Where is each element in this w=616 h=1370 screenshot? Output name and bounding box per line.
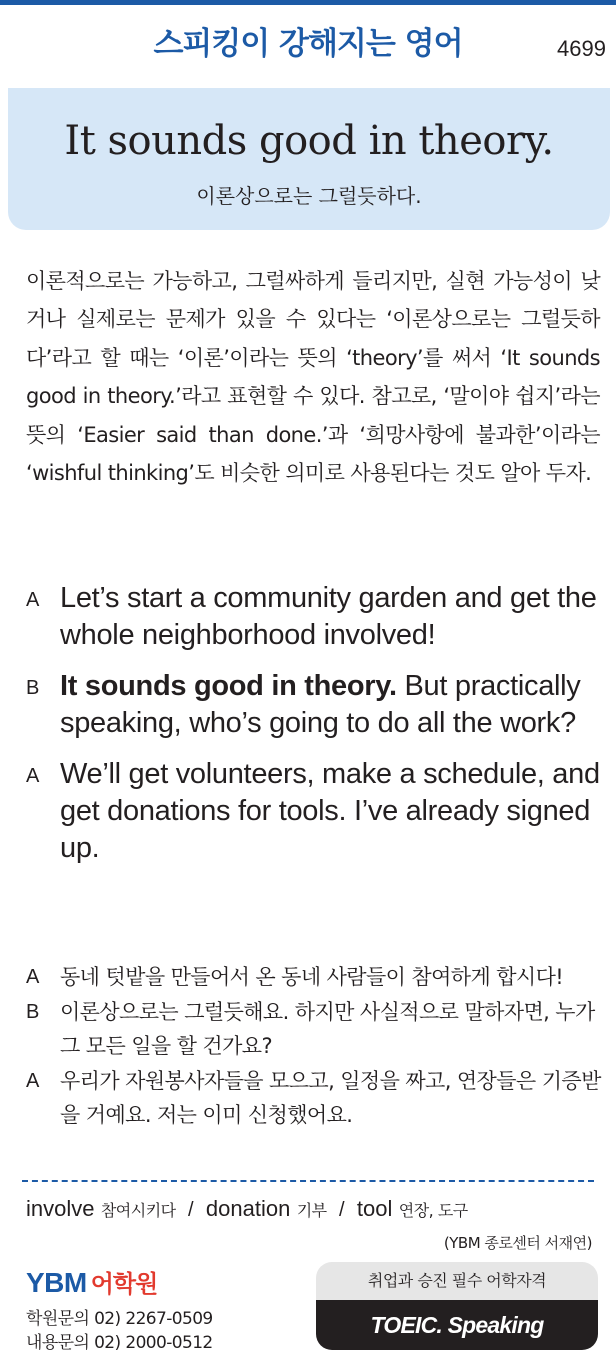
toeic-badge (316, 1262, 598, 1350)
dialogue-korean (26, 960, 606, 1133)
contact-content: 내용문의 02) 2000-0512 (26, 1333, 213, 1353)
dialogue-line (26, 668, 606, 742)
brand-logo-ko: 어학원 (90, 1270, 158, 1298)
badge-tagline: 취업과 승진 필수 어학자격 (316, 1262, 598, 1300)
header (0, 0, 616, 78)
speaker-label: B (26, 1000, 39, 1023)
speaker-label: A (26, 765, 40, 787)
speaker-label: A (26, 589, 40, 611)
dialogue-text: But practically speaking, who’s going to do all the work? (60, 670, 581, 739)
dialogue-text: We’ll get volunteers, make a schedule, and get donations for tools. I’ve already signed up. (60, 758, 600, 864)
dashed-divider (22, 1180, 594, 1182)
vocabulary-list (26, 1194, 606, 1226)
vocab-separator: / (338, 1199, 345, 1221)
explanation-paragraph: 이론적으로는 가능하고, 그럴싸하게 들리지만, 실현 가능성이 낮거나 실제로는 문제가 있을 수 있다는 ‘이론상으로는 그럴듯하다’라고 할 때는 ‘이론’이라는 뜻의 ‘theory’를 써서 ‘It sounds good in theory.’라고 표현할 수 있다. 참고로, ‘말이야 쉽지’라는 뜻의 ‘Easier said than done.’과 ‘희망사항에 불과한’이라는 ‘wishful thinking’도 비슷한 의미로 사용된다는 것도 알아 두자. (26, 269, 600, 486)
vocab-word: donation (205, 1196, 291, 1221)
translation-line (26, 995, 606, 1064)
translation-line (26, 960, 606, 995)
vocab-word: involve (26, 1196, 95, 1221)
top-rule (0, 0, 616, 5)
expression-english: It sounds good in theory. (64, 118, 554, 164)
vocab-meaning: 참여시키다 (100, 1201, 176, 1220)
dialogue-line (26, 580, 606, 654)
translation-line (26, 1064, 606, 1133)
translation-text: 우리가 자원봉사자들을 모으고, 일정을 짜고, 연장들은 기증받을 거예요. 저는 이미 신청했어요. (60, 1068, 601, 1127)
expression-box (8, 88, 610, 230)
speaker-label: A (26, 1069, 39, 1092)
vocab-word: tool (356, 1196, 393, 1221)
vocab-separator: / (187, 1199, 194, 1221)
issue-number: 4699 (557, 36, 606, 61)
speaker-label: A (26, 966, 39, 988)
dialogue-text: Let’s start a community garden and get the whole neighborhood involved! (60, 582, 597, 651)
contact-academy: 학원문의 02) 2267-0509 (26, 1309, 213, 1329)
translation-text: 동네 텃밭을 만들어서 온 동네 사람들이 참여하게 합시다! (60, 965, 564, 989)
translation-text: 이론상으로는 그럴듯해요. 하지만 사실적으로 말하자면, 누가 그 모든 일을 할 건가요? (60, 999, 595, 1058)
dialogue-line (26, 756, 606, 867)
vocab-meaning: 기부 (296, 1201, 327, 1220)
badge-logo: TOEIC. Speaking (316, 1300, 598, 1350)
brand-logo-en: YBM (26, 1267, 87, 1298)
author-credit: (YBM 종로센터 서재연) (443, 1234, 592, 1252)
key-expression: It sounds good in theory. (60, 670, 397, 702)
dialogue-english (26, 580, 606, 867)
vocab-meaning: 연장, 도구 (398, 1201, 468, 1220)
speaker-label: B (26, 677, 40, 699)
expression-korean: 이론상으로는 그럴듯하다. (196, 184, 422, 208)
series-title: 스피킹이 강해지는 영어 (153, 26, 463, 62)
brand-logo (26, 1264, 157, 1299)
